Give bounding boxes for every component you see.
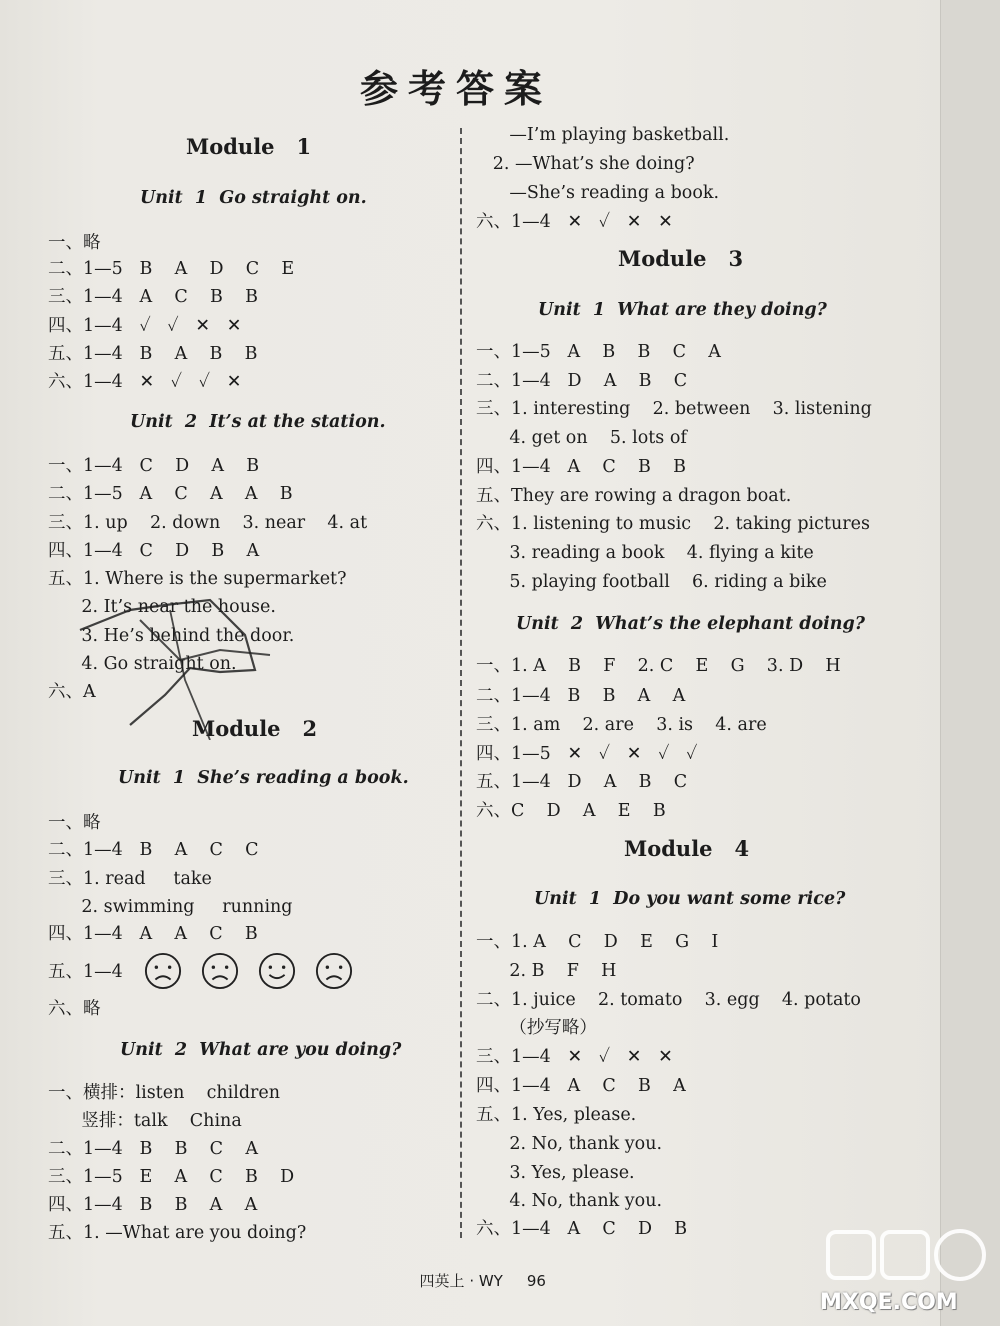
answer-line: 竖排：talk China — [48, 1111, 242, 1131]
answer-line: 二、1—4 D A B C — [476, 371, 688, 391]
answer-line: 四、1—4 A C B B — [476, 457, 686, 477]
answer-line: 四、1—4 A C B A — [476, 1076, 686, 1096]
answer-line: 二、1—4 B B C A — [48, 1139, 258, 1159]
binding-strip — [940, 0, 1000, 1326]
answer-line: 五、1—4 — [48, 962, 123, 982]
happy-face-icon — [258, 952, 296, 990]
answer-line: 二、1—5 A C A A B — [48, 484, 293, 504]
answer-line: 六、1—4 ✕ ✓ ✓ ✕ — [48, 372, 242, 392]
answer-line: 六、1. listening to music 2. taking pictures — [476, 514, 870, 534]
answer-line: —I’m playing basketball. — [476, 125, 730, 145]
footer-label: 四英上 · WY — [419, 1272, 503, 1290]
emoji-faces — [144, 952, 353, 990]
answer-line: 六、略 — [48, 999, 101, 1019]
answer-line: 五、1—4 B A B B — [48, 344, 258, 364]
answer-line: 三、1. read take — [48, 869, 212, 889]
answer-line: 一、1. A C D E G I — [476, 932, 719, 952]
answer-line: 五、They are rowing a dragon boat. — [476, 486, 792, 506]
answer-line: 4. Go straight on. — [48, 654, 237, 674]
m2-unit2-heading: Unit 2 What are you doing? — [120, 1040, 402, 1060]
answer-line: 三、1—5 E A C B D — [48, 1167, 295, 1187]
answer-line: 四、1—4 ✓ ✓ ✕ ✕ — [48, 316, 242, 336]
answer-line: 二、1—4 B A C C — [48, 840, 259, 860]
answer-line: （抄写略） — [476, 1018, 597, 1038]
answer-line: 四、1—4 A A C B — [48, 924, 258, 944]
m2-unit1-heading: Unit 1 She’s reading a book. — [118, 768, 409, 788]
answer-line: 一、1. A B F 2. C E G 3. D H — [476, 656, 841, 676]
answer-line: 三、1. am 2. are 3. is 4. are — [476, 715, 767, 735]
answer-line: 三、1. up 2. down 3. near 4. at — [48, 513, 368, 533]
stamp-mark — [70, 590, 290, 740]
answer-line: 四、1—4 C D B A — [48, 541, 260, 561]
answer-line: 2. —What’s she doing? — [476, 154, 695, 174]
module-3-heading: Module 3 — [618, 246, 744, 271]
answer-line: 4. No, thank you. — [476, 1191, 663, 1211]
answer-line: 四、1—4 B B A A — [48, 1195, 258, 1215]
answer-line: 2. swimming running — [48, 897, 293, 917]
answer-line: 一、1—4 C D A B — [48, 456, 260, 476]
answer-line: 3. reading a book 4. flying a kite — [476, 543, 814, 563]
answer-line: 一、横排：listen children — [48, 1083, 281, 1103]
answer-line: 六、1—4 ✕ ✓ ✕ ✕ — [476, 212, 673, 232]
module-4-heading: Module 4 — [624, 836, 750, 861]
answer-line: 4. get on 5. lots of — [476, 428, 687, 448]
sad-face-icon — [201, 952, 239, 990]
answer-line: 2. No, thank you. — [476, 1134, 663, 1154]
answer-line: 四、1—5 ✕ ✓ ✕ ✓ ✓ — [476, 744, 698, 764]
m4-unit1-heading: Unit 1 Do you want some rice? — [534, 889, 846, 909]
page-footer — [410, 1252, 546, 1291]
answer-line: 一、1—5 A B B C A — [476, 342, 721, 362]
answer-line: 六、C D A E B — [476, 801, 666, 821]
answer-line: 六、1—4 A C D B — [476, 1219, 688, 1239]
watermark-url: MXQE.COM — [820, 1290, 958, 1315]
module-2-heading: Module 2 — [192, 716, 318, 741]
m1-unit2-heading: Unit 2 It’s at the station. — [130, 412, 386, 432]
answer-line: 2. B F H — [476, 961, 617, 981]
sad-face-icon — [144, 952, 182, 990]
answer-line: 二、1—4 B B A A — [476, 686, 686, 706]
answer-line: —She’s reading a book. — [476, 183, 720, 203]
answer-line: 三、1—4 ✕ ✓ ✕ ✕ — [476, 1047, 673, 1067]
page-number: 96 — [526, 1272, 546, 1290]
m1-unit1-heading: Unit 1 Go straight on. — [140, 188, 367, 208]
page-title: 参考答案 — [359, 67, 552, 111]
m3-unit2-heading: Unit 2 What’s the elephant doing? — [516, 614, 866, 634]
answer-line: 六、A — [48, 682, 96, 702]
answer-line: 二、1—5 B A D C E — [48, 259, 295, 279]
module-1-heading: Module 1 — [186, 134, 312, 159]
answer-line: 三、1. interesting 2. between 3. listening — [476, 399, 872, 419]
answer-line: 一、略 — [48, 813, 101, 833]
answer-line: 一、略 — [48, 233, 101, 253]
sad-face-icon — [315, 952, 353, 990]
answer-line: 五、1. Where is the supermarket? — [48, 569, 347, 589]
answer-line: 五、1—4 D A B C — [476, 772, 688, 792]
answer-line: 3. He’s behind the door. — [48, 626, 295, 646]
m3-unit1-heading: Unit 1 What are they doing? — [538, 300, 827, 320]
column-divider — [460, 128, 462, 1238]
answer-line: 三、1—4 A C B B — [48, 287, 258, 307]
answer-line: 5. playing football 6. riding a bike — [476, 572, 827, 592]
answer-line: 五、1. —What are you doing? — [48, 1223, 307, 1243]
answer-line: 2. It’s near the house. — [48, 597, 276, 617]
answer-line: 3. Yes, please. — [476, 1163, 635, 1183]
answer-line: 五、1. Yes, please. — [476, 1105, 637, 1125]
answer-line: 二、1. juice 2. tomato 3. egg 4. potato — [476, 990, 861, 1010]
